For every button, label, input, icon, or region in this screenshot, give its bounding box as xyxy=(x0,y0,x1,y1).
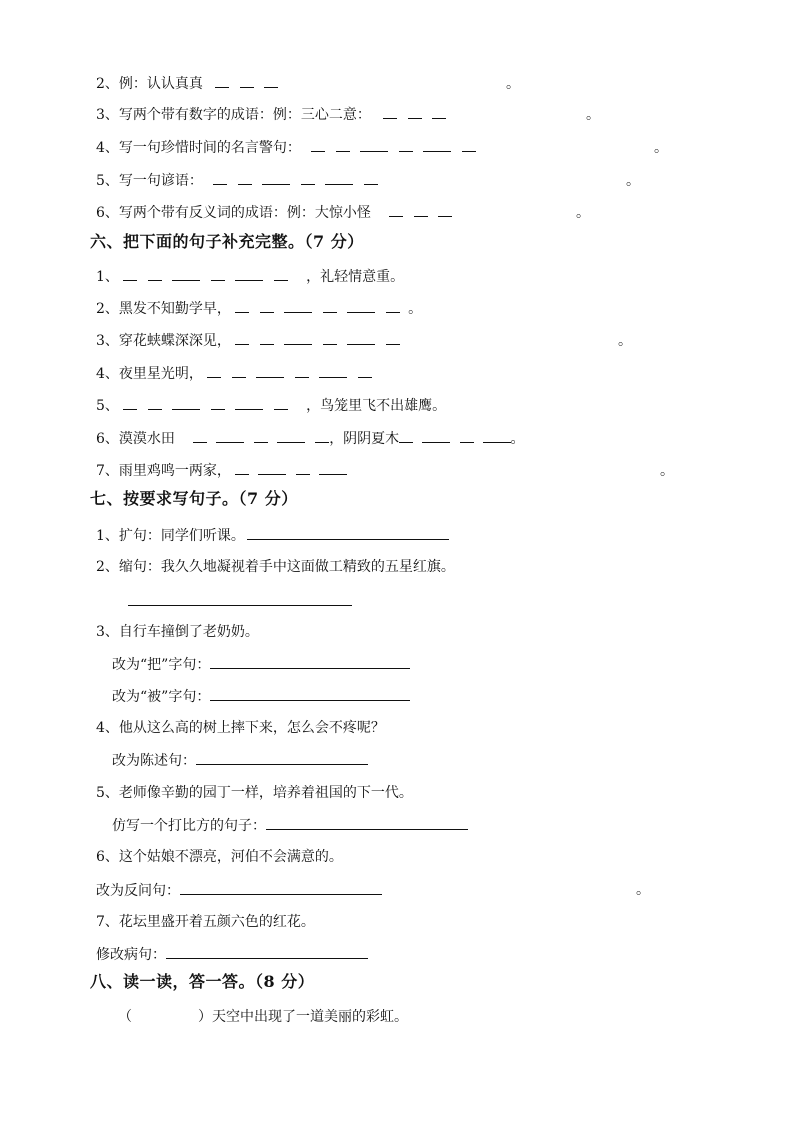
s7-q6a xyxy=(96,878,382,902)
answer-blank[interactable] xyxy=(123,394,137,410)
item-text: ，礼轻情意重。 xyxy=(306,269,405,285)
item-num: 4、 xyxy=(96,140,119,156)
item-text: ）天空中出现了一道美丽的彩虹。 xyxy=(198,1009,408,1025)
s6-item-3 xyxy=(96,329,400,353)
prompt-text: 修改病句： xyxy=(96,947,166,963)
answer-blank[interactable] xyxy=(319,459,347,475)
end-mark: 。 xyxy=(586,107,600,123)
prompt-text: 改为“把”字句： xyxy=(112,657,211,673)
answer-blank[interactable] xyxy=(211,265,225,281)
item-num: 5、 xyxy=(96,173,119,189)
answer-line[interactable] xyxy=(247,523,449,540)
answer-blank[interactable] xyxy=(235,394,263,410)
section6-heading: 六、把下面的句子补充完整。（7 分） xyxy=(90,232,364,251)
answer-blank[interactable] xyxy=(319,362,347,378)
answer-blank[interactable] xyxy=(235,329,249,345)
prompt-text: 改为反问句： xyxy=(96,883,180,899)
item-num: 2、 xyxy=(96,76,119,92)
s5-item-6 xyxy=(96,201,452,225)
answer-blank[interactable] xyxy=(386,329,400,345)
item-text: 写两个带有数字的成语：例：三心二意： xyxy=(118,107,371,123)
answer-blank[interactable] xyxy=(148,394,162,410)
s7-q3 xyxy=(96,620,259,644)
s7-q7a xyxy=(96,942,368,966)
answer-blank[interactable] xyxy=(311,136,325,152)
answer-blank[interactable] xyxy=(235,459,249,475)
answer-blank[interactable] xyxy=(213,169,227,185)
answer-blank[interactable] xyxy=(325,169,353,185)
answer-line[interactable] xyxy=(210,684,410,701)
s6-item-1 xyxy=(96,265,404,289)
paren-open: （ xyxy=(118,1009,132,1025)
answer-blank[interactable] xyxy=(383,103,397,119)
s5-item-4 xyxy=(96,136,476,160)
question-text: 3、自行车撞倒了老奶奶。 xyxy=(96,624,259,640)
answer-blank[interactable] xyxy=(364,169,378,185)
answer-blank[interactable] xyxy=(238,169,252,185)
item-num: 2、 xyxy=(96,301,119,317)
item-text: 雨里鸡鸣一两家， xyxy=(118,463,231,479)
item-text: ，阴阴夏木 xyxy=(329,431,400,447)
item-text: 夜里星光明， xyxy=(118,366,203,382)
answer-blank[interactable] xyxy=(260,329,274,345)
answer-blank[interactable] xyxy=(301,169,315,185)
question-text: 2、缩句：我久久地凝视着手中这面做工精致的五星红旗。 xyxy=(96,559,455,575)
answer-blank[interactable] xyxy=(256,362,284,378)
s7-q6 xyxy=(96,845,343,869)
prompt-text: 改为“被”字句： xyxy=(112,689,211,705)
s7-q4a xyxy=(112,748,368,772)
answer-line[interactable] xyxy=(128,589,352,606)
s6-item-6 xyxy=(96,427,525,451)
section7-heading: 七、按要求写句子。（7 分） xyxy=(90,489,298,508)
answer-blank[interactable] xyxy=(483,427,511,443)
answer-blank[interactable] xyxy=(438,201,452,217)
item-text: 例：认认真真 xyxy=(118,76,203,92)
answer-blank[interactable] xyxy=(358,362,372,378)
question-text: 5、老师像辛勤的园丁一样，培养着祖国的下一代。 xyxy=(96,785,413,801)
question-text: 1、扩句：同学们听课。 xyxy=(96,528,245,544)
answer-blank[interactable] xyxy=(295,362,309,378)
s7-q3a xyxy=(112,652,410,676)
answer-blank[interactable] xyxy=(386,297,400,313)
answer-blank[interactable] xyxy=(207,362,221,378)
item-text: 。 xyxy=(408,301,423,317)
s5-item-2 xyxy=(96,72,278,96)
s7-q5a xyxy=(112,813,468,837)
answer-blank[interactable] xyxy=(460,427,474,443)
answer-blank[interactable] xyxy=(296,459,310,475)
answer-blank[interactable] xyxy=(336,136,350,152)
s6-item-5 xyxy=(96,394,446,418)
answer-blank[interactable] xyxy=(254,427,268,443)
answer-blank[interactable] xyxy=(274,265,288,281)
end-mark: 。 xyxy=(654,140,668,156)
question-text: 6、这个姑娘不漂亮，河伯不会满意的。 xyxy=(96,849,343,865)
answer-blank[interactable] xyxy=(323,297,337,313)
item-num: 7、 xyxy=(96,463,119,479)
answer-blank[interactable] xyxy=(284,329,312,345)
answer-blank[interactable] xyxy=(240,72,254,88)
answer-blank[interactable] xyxy=(262,169,290,185)
answer-line[interactable] xyxy=(266,813,468,830)
s7-q4 xyxy=(96,716,385,740)
answer-blank[interactable] xyxy=(408,103,422,119)
s6-item-4 xyxy=(96,362,372,386)
answer-blank[interactable] xyxy=(260,297,274,313)
question-text: 4、他从这么高的树上摔下来，怎么会不疼呢？ xyxy=(96,720,385,736)
s7-q7 xyxy=(96,910,315,934)
answer-line[interactable] xyxy=(196,748,368,765)
item-num: 4、 xyxy=(96,366,119,382)
answer-blank[interactable] xyxy=(315,427,329,443)
s7-q5 xyxy=(96,781,413,805)
item-text: 黑发不知勤学早， xyxy=(118,301,231,317)
item-text: 写一句珍惜时间的名言警句： xyxy=(118,140,301,156)
section8-heading: 八、读一读，答一答。（8 分） xyxy=(90,972,315,991)
s7-q2-answer xyxy=(128,589,352,613)
answer-blank[interactable] xyxy=(148,265,162,281)
answer-line[interactable] xyxy=(166,942,368,959)
item-text: 。 xyxy=(510,431,525,447)
item-num: 3、 xyxy=(96,107,119,123)
item-text: 写一句谚语： xyxy=(118,173,203,189)
end-mark: 。 xyxy=(506,76,520,92)
s5-item-5 xyxy=(96,169,378,193)
answer-blank[interactable] xyxy=(347,297,375,313)
item-text: 穿花蛱蝶深深见， xyxy=(118,333,231,349)
answer-blank[interactable] xyxy=(389,201,403,217)
s6-item-7 xyxy=(96,459,347,483)
s5-item-3 xyxy=(96,103,446,127)
answer-blank[interactable] xyxy=(277,427,305,443)
end-mark: 。 xyxy=(636,882,650,898)
item-num: 6、 xyxy=(96,205,119,221)
answer-blank[interactable] xyxy=(235,265,263,281)
end-mark: 。 xyxy=(576,205,590,221)
answer-blank[interactable] xyxy=(462,136,476,152)
answer-blank[interactable] xyxy=(258,459,286,475)
answer-blank[interactable] xyxy=(360,136,388,152)
answer-blank[interactable] xyxy=(193,427,207,443)
answer-blank[interactable] xyxy=(399,136,413,152)
answer-blank[interactable] xyxy=(232,362,246,378)
item-num: 3、 xyxy=(96,333,119,349)
item-text: ，鸟笼里飞不出雄鹰。 xyxy=(306,398,447,414)
s7-q1 xyxy=(96,523,449,547)
answer-blank[interactable] xyxy=(274,394,288,410)
prompt-text: 仿写一个打比方的句子： xyxy=(112,818,266,834)
answer-blank[interactable] xyxy=(264,72,278,88)
answer-blank[interactable] xyxy=(215,72,229,88)
end-mark: 。 xyxy=(660,463,674,479)
s8-item xyxy=(118,1005,408,1029)
prompt-text: 改为陈述句： xyxy=(112,753,196,769)
answer-blank[interactable] xyxy=(347,329,375,345)
end-mark: 。 xyxy=(618,333,632,349)
s7-q2 xyxy=(96,555,455,579)
answer-blank[interactable] xyxy=(432,103,446,119)
answer-blank[interactable] xyxy=(423,136,451,152)
item-num: 1、 xyxy=(96,269,119,285)
item-num: 6、 xyxy=(96,431,119,447)
answer-blank[interactable] xyxy=(399,427,413,443)
item-num: 5、 xyxy=(96,398,119,414)
answer-blank[interactable] xyxy=(123,265,137,281)
answer-blank[interactable] xyxy=(216,427,244,443)
answer-blank[interactable] xyxy=(172,265,200,281)
answer-blank[interactable] xyxy=(211,394,225,410)
s7-q3b xyxy=(112,684,410,708)
answer-line[interactable] xyxy=(180,878,382,895)
answer-blank[interactable] xyxy=(323,329,337,345)
item-text: 漠漠水田 xyxy=(118,431,175,447)
question-text: 7、花坛里盛开着五颜六色的红花。 xyxy=(96,914,315,930)
answer-blank[interactable] xyxy=(172,394,200,410)
answer-blank[interactable] xyxy=(422,427,450,443)
end-mark: 。 xyxy=(626,173,640,189)
item-text: 写两个带有反义词的成语：例：大惊小怪 xyxy=(118,205,371,221)
answer-blank[interactable] xyxy=(284,297,312,313)
s6-item-2 xyxy=(96,297,422,321)
answer-line[interactable] xyxy=(210,652,410,669)
answer-blank[interactable] xyxy=(235,297,249,313)
answer-blank[interactable] xyxy=(414,201,428,217)
